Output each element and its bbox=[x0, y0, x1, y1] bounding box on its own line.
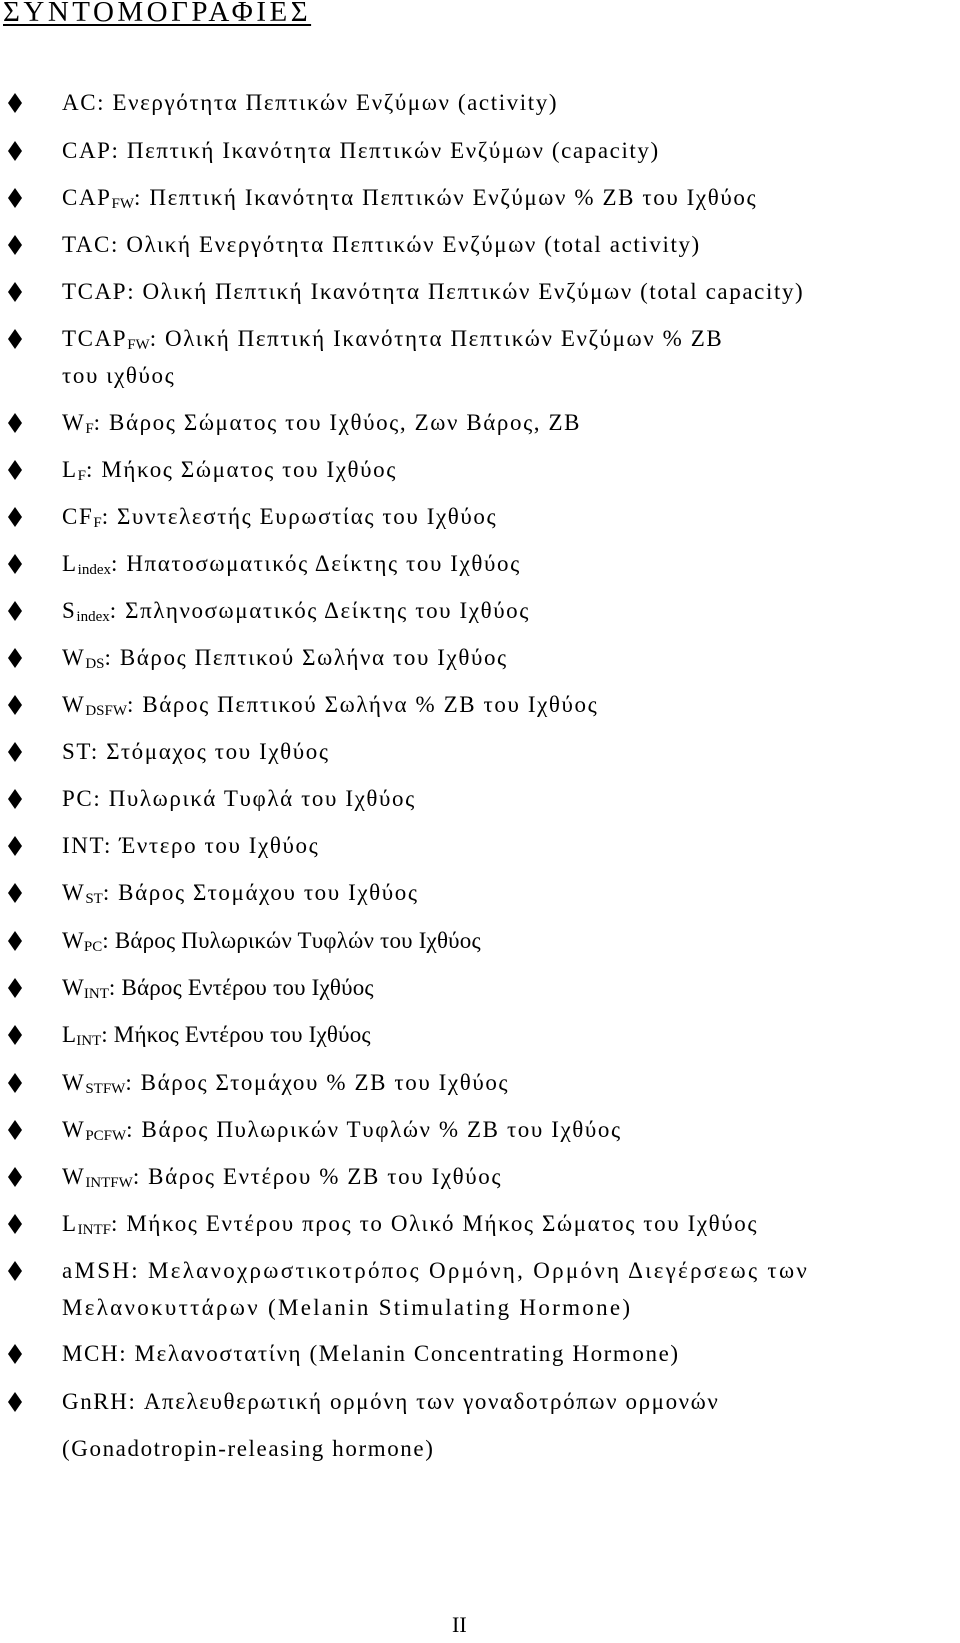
abbreviation-subscript: DS bbox=[85, 656, 105, 672]
list-item bbox=[0, 457, 960, 483]
abbreviation-term: W bbox=[62, 645, 86, 670]
abbreviation-separator: : bbox=[111, 138, 127, 163]
abbreviation-description: Ενεργότητα Πεπτικών Ενζύμων (activity) bbox=[112, 90, 559, 115]
list-item bbox=[0, 928, 960, 954]
abbreviation-term: W bbox=[62, 880, 86, 905]
abbreviation-entry bbox=[62, 1164, 502, 1190]
abbreviation-description-continued: του ιχθύος bbox=[62, 363, 176, 388]
list-item bbox=[0, 786, 960, 812]
abbreviation-subscript: index bbox=[76, 609, 110, 625]
abbreviation-term: TCAP bbox=[62, 326, 128, 351]
abbreviation-subscript: INT bbox=[76, 1033, 102, 1049]
abbreviation-description: Πεπτική Ικανότητα Πεπτικών Ενζύμων % ΖΒ του Ιχθύος bbox=[149, 185, 758, 210]
list-item bbox=[0, 90, 960, 116]
abbreviation-description: Μήκος Εντέρου προς το Ολικό Μήκος Σώματος του Ιχθύος bbox=[126, 1211, 759, 1236]
list-item bbox=[0, 551, 960, 577]
abbreviation-description: Μήκος Εντέρου του Ιχθύος bbox=[113, 1022, 371, 1047]
diamond-bullet-icon bbox=[6, 694, 24, 716]
abbreviation-subscript: STFW bbox=[85, 1081, 126, 1097]
abbreviation-description: Βάρος Πεπτικού Σωλήνα % ΖΒ του Ιχθύος bbox=[142, 692, 599, 717]
abbreviation-term: PC bbox=[62, 786, 94, 811]
abbreviation-subscript: INT bbox=[83, 986, 109, 1002]
abbreviation-entry bbox=[62, 1389, 719, 1415]
list-item bbox=[0, 410, 960, 436]
list-item bbox=[0, 1117, 960, 1143]
page-title: ΣΥΝΤΟΜΟΓΡΑΦΙΕΣ bbox=[3, 0, 312, 28]
abbreviation-term: aMSH bbox=[62, 1258, 132, 1283]
abbreviation-description: Απελευθερωτική ορμόνη των γοναδοτρόπων ορμονών bbox=[143, 1389, 720, 1414]
list-item bbox=[0, 1341, 960, 1367]
abbreviation-entry bbox=[62, 326, 723, 352]
abbreviation-term: INT bbox=[62, 833, 104, 858]
abbreviation-entry bbox=[62, 410, 581, 436]
list-item bbox=[0, 279, 960, 305]
abbreviation-entry bbox=[62, 185, 757, 211]
abbreviation-subscript: PC bbox=[83, 939, 103, 955]
abbreviation-separator: : bbox=[97, 90, 113, 115]
diamond-bullet-icon bbox=[6, 647, 24, 669]
abbreviation-entry bbox=[62, 90, 558, 116]
abbreviation-entry bbox=[62, 692, 598, 718]
abbreviation-separator: : bbox=[132, 1164, 149, 1189]
abbreviation-term: CAP bbox=[62, 185, 112, 210]
abbreviation-description: Πεπτική Ικανότητα Πεπτικών Ενζύμων (capacity) bbox=[126, 138, 660, 163]
list-item bbox=[0, 598, 960, 624]
abbreviation-separator: : bbox=[93, 786, 109, 811]
abbreviation-subscript: F bbox=[77, 468, 86, 484]
abbreviation-description-continued: Μελανοκυττάρων (Melanin Stimulating Hormone) bbox=[62, 1295, 633, 1320]
abbreviation-description: Βάρος Πυλωρικών Τυφλών % ΖΒ του Ιχθύος bbox=[141, 1117, 622, 1142]
abbreviation-separator: : bbox=[111, 1211, 127, 1236]
abbreviation-subscript: INTF bbox=[77, 1222, 111, 1238]
abbreviation-term: S bbox=[62, 598, 77, 623]
abbreviation-entry bbox=[62, 739, 330, 765]
abbreviation-term: L bbox=[62, 1211, 78, 1236]
abbreviation-description: Ολική Πεπτική Ικανότητα Πεπτικών Ενζύμων (total capacity) bbox=[142, 279, 805, 304]
abbreviation-entry bbox=[62, 833, 319, 859]
diamond-bullet-icon bbox=[6, 1391, 24, 1413]
abbreviation-separator: : bbox=[104, 645, 120, 670]
abbreviation-entry bbox=[62, 1117, 622, 1143]
abbreviation-subscript: F bbox=[93, 515, 102, 531]
abbreviation-term: L bbox=[62, 1022, 77, 1047]
abbreviation-term: TAC bbox=[62, 232, 111, 257]
abbreviation-description: Στόμαχος του Ιχθύος bbox=[106, 739, 330, 764]
abbreviation-description: Έντερο του Ιχθύος bbox=[119, 833, 320, 858]
diamond-bullet-icon bbox=[6, 412, 24, 434]
diamond-bullet-icon bbox=[6, 1119, 24, 1141]
abbreviation-description: Βάρος Εντέρου % ΖΒ του Ιχθύος bbox=[148, 1164, 503, 1189]
diamond-bullet-icon bbox=[6, 930, 24, 952]
list-item bbox=[0, 1211, 960, 1237]
abbreviation-subscript: ST bbox=[85, 891, 103, 907]
abbreviation-separator: : bbox=[86, 457, 102, 482]
abbreviation-description: Βάρος Πυλωρικών Τυφλών του Ιχθύος bbox=[114, 928, 481, 953]
abbreviation-subscript: F bbox=[85, 421, 94, 437]
abbreviation-description: Βάρος Σώματος του Ιχθύος, Ζων Βάρος, ΖΒ bbox=[109, 410, 582, 435]
abbreviation-separator: : bbox=[109, 598, 126, 623]
abbreviation-term: MCH bbox=[62, 1341, 120, 1366]
diamond-bullet-icon bbox=[6, 977, 24, 999]
abbreviation-subscript: PCFW bbox=[85, 1128, 127, 1144]
abbreviation-term: AC bbox=[62, 90, 98, 115]
list-item bbox=[0, 138, 960, 164]
list-item bbox=[0, 232, 960, 258]
abbreviation-entry bbox=[62, 880, 419, 906]
list-item bbox=[0, 1070, 960, 1096]
abbreviation-term: ST bbox=[62, 739, 91, 764]
abbreviation-entry bbox=[62, 232, 701, 258]
list-item bbox=[0, 975, 960, 1001]
abbreviation-separator: : bbox=[119, 1341, 135, 1366]
abbreviation-separator: : bbox=[131, 1258, 149, 1283]
abbreviation-description: Σπληνοσωματικός Δείκτης του Ιχθύος bbox=[125, 598, 530, 623]
list-item bbox=[0, 185, 960, 211]
abbreviation-term: W bbox=[62, 975, 84, 1000]
abbreviation-entry bbox=[62, 645, 508, 671]
abbreviation-entry bbox=[62, 598, 530, 624]
abbreviation-entry bbox=[62, 1211, 758, 1237]
abbreviation-description: Βάρος Στομάχου του Ιχθύος bbox=[118, 880, 419, 905]
abbreviation-description: Μελανοστατίνη (Melanin Concentrating Hormone) bbox=[134, 1341, 680, 1366]
abbreviation-description: Βάρος Εντέρου του Ιχθύος bbox=[121, 975, 374, 1000]
diamond-bullet-icon bbox=[6, 1024, 24, 1046]
diamond-bullet-icon bbox=[6, 140, 24, 162]
diamond-bullet-icon bbox=[6, 1213, 24, 1235]
abbreviation-entry bbox=[62, 457, 397, 483]
list-item bbox=[0, 645, 960, 671]
abbreviation-description: Πυλωρικά Τυφλά του Ιχθύος bbox=[108, 786, 416, 811]
abbreviation-subscript: FW bbox=[127, 337, 150, 353]
diamond-bullet-icon bbox=[6, 459, 24, 481]
list-item bbox=[0, 880, 960, 906]
abbreviation-description: Ολική Πεπτική Ικανότητα Πεπτικών Ενζύμων % ΖΒ bbox=[165, 326, 724, 351]
list-item bbox=[0, 504, 960, 530]
abbreviation-term: CF bbox=[62, 504, 94, 529]
abbreviation-description: Συντελεστής Ευρωστίας του Ιχθύος bbox=[117, 504, 498, 529]
diamond-bullet-icon bbox=[6, 835, 24, 857]
list-item bbox=[0, 326, 960, 352]
abbreviation-separator: : bbox=[110, 232, 127, 257]
abbreviation-description: Ηπατοσωματικός Δείκτης του Ιχθύος bbox=[126, 551, 521, 576]
abbreviation-separator: : bbox=[110, 551, 127, 576]
abbreviation-description: Βάρος Στομάχου % ΖΒ του Ιχθύος bbox=[140, 1070, 510, 1095]
abbreviation-entry bbox=[62, 1341, 680, 1367]
abbreviation-subscript: DSFW bbox=[85, 703, 127, 719]
abbreviation-subscript: FW bbox=[111, 196, 135, 212]
abbreviation-entry bbox=[62, 279, 804, 305]
abbreviation-entry bbox=[62, 551, 521, 577]
diamond-bullet-icon bbox=[6, 1260, 24, 1282]
abbreviation-term: TCAP bbox=[62, 279, 128, 304]
diamond-bullet-icon bbox=[6, 600, 24, 622]
abbreviation-entry bbox=[62, 786, 416, 812]
abbreviation-separator: : bbox=[101, 504, 118, 529]
diamond-bullet-icon bbox=[6, 1343, 24, 1365]
list-item bbox=[0, 1164, 960, 1190]
diamond-bullet-icon bbox=[6, 1072, 24, 1094]
diamond-bullet-icon bbox=[6, 741, 24, 763]
abbreviation-term: W bbox=[62, 928, 84, 953]
abbreviation-entry bbox=[62, 1258, 809, 1284]
diamond-bullet-icon bbox=[6, 788, 24, 810]
abbreviation-term: W bbox=[62, 1070, 86, 1095]
abbreviation-description: Βάρος Πεπτικού Σωλήνα του Ιχθύος bbox=[119, 645, 508, 670]
abbreviation-separator: : bbox=[127, 279, 143, 304]
abbreviation-description: Μήκος Σώματος του Ιχθύος bbox=[101, 457, 397, 482]
diamond-bullet-icon bbox=[6, 234, 24, 256]
abbreviation-separator: : bbox=[108, 975, 122, 1000]
abbreviation-entry bbox=[62, 1022, 371, 1048]
abbreviation-term: L bbox=[62, 457, 78, 482]
abbreviation-entry bbox=[62, 1070, 509, 1096]
diamond-bullet-icon bbox=[6, 281, 24, 303]
abbreviation-entry bbox=[62, 138, 660, 164]
abbreviation-description-continued: (Gonadotropin-releasing hormone) bbox=[62, 1436, 435, 1461]
abbreviation-entry bbox=[62, 504, 497, 530]
abbreviation-separator: : bbox=[90, 739, 107, 764]
list-item bbox=[0, 1258, 960, 1284]
list-item bbox=[0, 1389, 960, 1415]
list-item bbox=[0, 833, 960, 859]
abbreviation-subscript: INTFW bbox=[85, 1175, 133, 1191]
abbreviation-separator: : bbox=[149, 326, 166, 351]
abbreviation-description: Μελανοχρωστικοτρόπος Ορμόνη, Ορμόνη Διεγέρσεως των bbox=[148, 1258, 810, 1283]
diamond-bullet-icon bbox=[6, 1166, 24, 1188]
abbreviation-separator: : bbox=[134, 185, 150, 210]
abbreviation-term: CAP bbox=[62, 138, 112, 163]
abbreviation-term: L bbox=[62, 551, 78, 576]
abbreviation-term: GnRH bbox=[62, 1389, 129, 1414]
abbreviation-separator: : bbox=[127, 692, 143, 717]
abbreviation-separator: : bbox=[102, 928, 115, 953]
abbreviation-entry bbox=[62, 975, 374, 1001]
abbreviation-description: Ολική Ενεργότητα Πεπτικών Ενζύμων (total activity) bbox=[126, 232, 701, 257]
abbreviation-term: W bbox=[62, 692, 86, 717]
abbreviation-subscript: index bbox=[77, 562, 111, 578]
abbreviation-term: W bbox=[62, 1117, 86, 1142]
abbreviation-separator: : bbox=[126, 1117, 142, 1142]
diamond-bullet-icon bbox=[6, 882, 24, 904]
list-item bbox=[0, 739, 960, 765]
abbreviation-separator: : bbox=[128, 1389, 144, 1414]
abbreviation-separator: : bbox=[93, 410, 109, 435]
diamond-bullet-icon bbox=[6, 328, 24, 350]
abbreviation-entry bbox=[62, 928, 481, 954]
abbreviation-term: W bbox=[62, 410, 86, 435]
diamond-bullet-icon bbox=[6, 187, 24, 209]
diamond-bullet-icon bbox=[6, 553, 24, 575]
diamond-bullet-icon bbox=[6, 92, 24, 114]
list-item bbox=[0, 692, 960, 718]
abbreviation-separator: : bbox=[101, 1022, 114, 1047]
abbreviation-separator: : bbox=[125, 1070, 141, 1095]
abbreviation-term: W bbox=[62, 1164, 86, 1189]
page-number: II bbox=[452, 1612, 467, 1637]
abbreviation-separator: : bbox=[103, 833, 120, 858]
diamond-bullet-icon bbox=[6, 506, 24, 528]
abbreviation-separator: : bbox=[102, 880, 119, 905]
list-item bbox=[0, 1022, 960, 1048]
